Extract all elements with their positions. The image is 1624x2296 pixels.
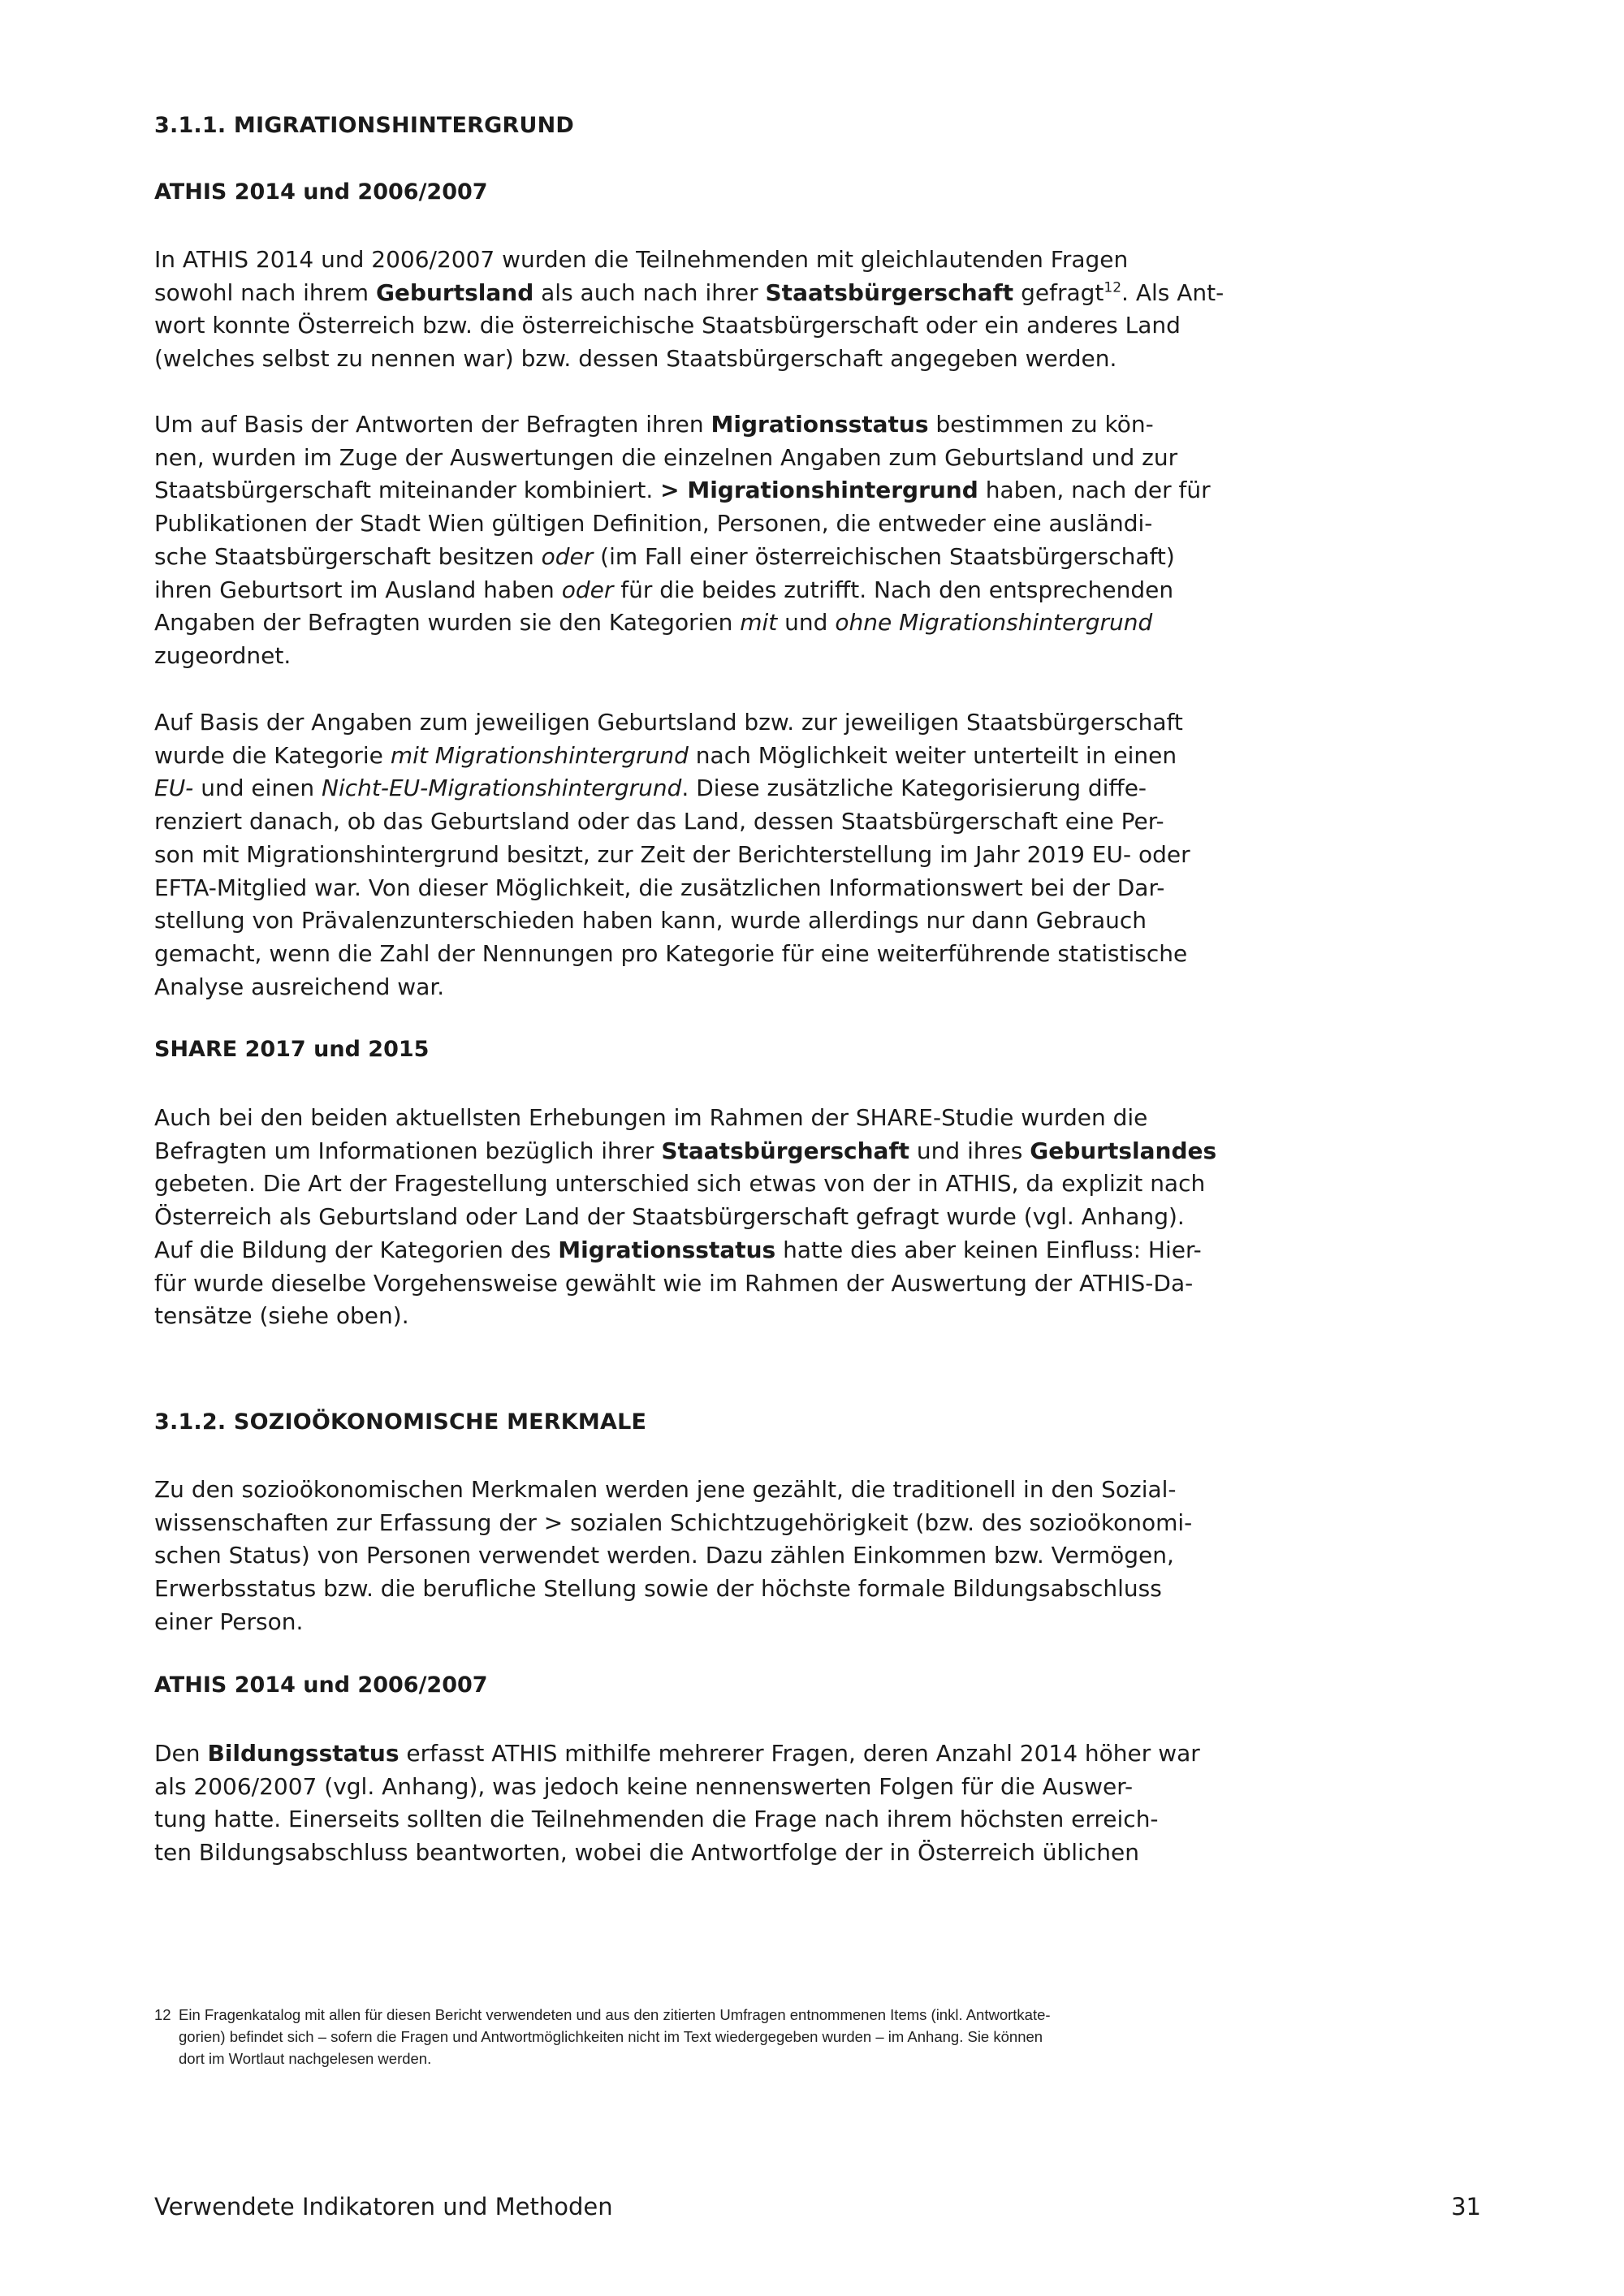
text-line: tung hatte. Einerseits sollten die Teilnehmenden die Frage nach ihrem höchsten erreich- — [154, 1806, 1159, 1833]
paragraph-eu-categorization — [154, 706, 1190, 1003]
text-line: Staatsbürgerschaft miteinander kombiniert. > Migrationshintergrund haben, nach der für — [154, 477, 1211, 504]
text-line: sche Staatsbürgerschaft besitzen oder (im Fall einer österreichischen Staatsbürgerschaft) — [154, 542, 1175, 570]
text-line: Auch bei den beiden aktuellsten Erhebungen im Rahmen der SHARE-Studie wurden die — [154, 1104, 1148, 1131]
text-line: ihren Geburtsort im Ausland haben oder für die beides zutrifft. Nach den entsprechenden — [154, 576, 1174, 603]
text-line: Erwerbsstatus bzw. die berufliche Stellung sowie der höchste formale Bildungsabschluss — [154, 1575, 1162, 1603]
section-heading-migrationshintergrund: 3.1.1. MIGRATIONSHINTERGRUND — [154, 113, 575, 138]
footnote-ref-12: 12 — [1104, 279, 1122, 296]
text-line: (welches selbst zu nennen war) bzw. dessen Staatsbürgerschaft angegeben werden. — [154, 345, 1117, 373]
text-line: EU- und einen Nicht-EU-Migrationshintergrund. Diese zusätzliche Kategorisierung diffe- — [154, 775, 1147, 802]
text-line: Den Bildungsstatus erfasst ATHIS mithilfe mehrerer Fragen, deren Anzahl 2014 höher war — [154, 1740, 1200, 1767]
text-line: wort konnte Österreich bzw. die österreichische Staatsbürgerschaft oder ein anderes Land — [154, 312, 1181, 339]
subheading-athis-1: ATHIS 2014 und 2006/2007 — [154, 179, 488, 205]
text-line: In ATHIS 2014 und 2006/2007 wurden die Teilnehmenden mit gleichlautenden Fragen — [154, 246, 1129, 273]
text-line: schen Status) von Personen verwendet werden. Dazu zählen Einkommen bzw. Vermögen, — [154, 1542, 1174, 1569]
text-line: wurde die Kategorie mit Migrationshintergrund nach Möglichkeit weiter unterteilt in einen — [154, 741, 1177, 769]
footnote-text — [179, 2004, 1153, 2069]
text-line: Angaben der Befragten wurden sie den Kategorien mit und ohne Migrationshintergrund — [154, 609, 1153, 637]
page-number: 31 — [1451, 2193, 1481, 2220]
subheading-athis-2: ATHIS 2014 und 2006/2007 — [154, 1672, 488, 1698]
paragraph-migration-status — [154, 408, 1211, 673]
text-line: Publikationen der Stadt Wien gültigen Definition, Personen, die entweder eine ausländi- — [154, 510, 1153, 537]
text-line: Österreich als Geburtsland oder Land der Staatsbürgerschaft gefragt wurde (vgl. Anhang). — [154, 1203, 1185, 1231]
text-line: für wurde dieselbe Vorgehensweise gewählt wie im Rahmen der Auswertung der ATHIS-Da- — [154, 1269, 1194, 1297]
text-line: Befragten um Informationen bezüglich ihrer Staatsbürgerschaft und ihres Geburtslandes — [154, 1137, 1217, 1164]
text-line: als 2006/2007 (vgl. Anhang), was jedoch keine nennenswerten Folgen für die Auswer- — [154, 1772, 1134, 1800]
text-line: zugeordnet. — [154, 641, 292, 669]
text-line: EFTA-Mitglied war. Von dieser Möglichkeit, die zusätzlichen Informationswert bei der Dar- — [154, 874, 1165, 901]
footnote-number: 12 — [154, 2006, 171, 2023]
text-line: Auf die Bildung der Kategorien des Migrationsstatus hatte dies aber keinen Einfluss: Hier- — [154, 1236, 1202, 1263]
subheading-share: SHARE 2017 und 2015 — [154, 1037, 430, 1062]
text-line: sowohl nach ihrem Geburtsland als auch nach ihrer Staatsbürgerschaft gefragt$^{12}$. Als Ant- — [154, 278, 1224, 306]
paragraph-bildungsstatus — [154, 1737, 1200, 1870]
footnote-line: Ein Fragenkatalog mit allen für diesen Bericht verwendeten und aus den zitierten Umfragen entnommenen Items (inkl. Antwortkate- — [179, 2006, 1051, 2023]
footer-chapter-title: Verwendete Indikatoren und Methoden — [154, 2193, 613, 2220]
paragraph-socioeconomic — [154, 1474, 1193, 1639]
text-line: wissenschaften zur Erfassung der > sozialen Schichtzugehörigkeit (bzw. des sozioökonomi- — [154, 1508, 1193, 1536]
footnote-line: dort im Wortlaut nachgelesen werden. — [179, 2050, 432, 2067]
text-line: ten Bildungsabschluss beantworten, wobei die Antwortfolge der in Österreich üblichen — [154, 1839, 1139, 1867]
footnote-line: gorien) befindet sich – sofern die Fragen und Antwortmöglichkeiten nicht im Text wiedergegeben wurden – im Anhang. Sie können — [179, 2028, 1043, 2045]
section-heading-soziooekonomische-merkmale: 3.1.2. SOZIOÖKONOMISCHE MERKMALE — [154, 1409, 647, 1435]
text-line: Um auf Basis der Antworten der Befragten ihren Migrationsstatus bestimmen zu kön- — [154, 411, 1154, 438]
text-line: nen, wurden im Zuge der Auswertungen die einzelnen Angaben zum Geburtsland und zur — [154, 443, 1178, 471]
text-line: stellung von Prävalenzunterschieden haben kann, wurde allerdings nur dann Gebrauch — [154, 907, 1147, 934]
text-line: Zu den sozioökonomischen Merkmalen werden jene gezählt, die traditionell in den Sozial- — [154, 1476, 1177, 1503]
text-line: einer Person. — [154, 1608, 304, 1635]
text-line: tensätze (siehe oben). — [154, 1302, 409, 1330]
paragraph-share — [154, 1102, 1217, 1333]
text-line: gebeten. Die Art der Fragestellung unterschied sich etwas von der in ATHIS, da explizit nach — [154, 1170, 1206, 1198]
text-line: Analyse ausreichend war. — [154, 973, 445, 1000]
text-line: Auf Basis der Angaben zum jeweiligen Geburtsland bzw. zur jeweiligen Staatsbürgerschaft — [154, 709, 1183, 736]
text-line: gemacht, wenn die Zahl der Nennungen pro Kategorie für eine weiterführende statistische — [154, 939, 1188, 967]
paragraph-athis-questions — [154, 244, 1224, 376]
text-line: renziert danach, ob das Geburtsland oder das Land, dessen Staatsbürgerschaft eine Per- — [154, 808, 1164, 835]
text-line: son mit Migrationshintergrund besitzt, zur Zeit der Berichterstellung im Jahr 2019 EU- oder — [154, 840, 1190, 868]
